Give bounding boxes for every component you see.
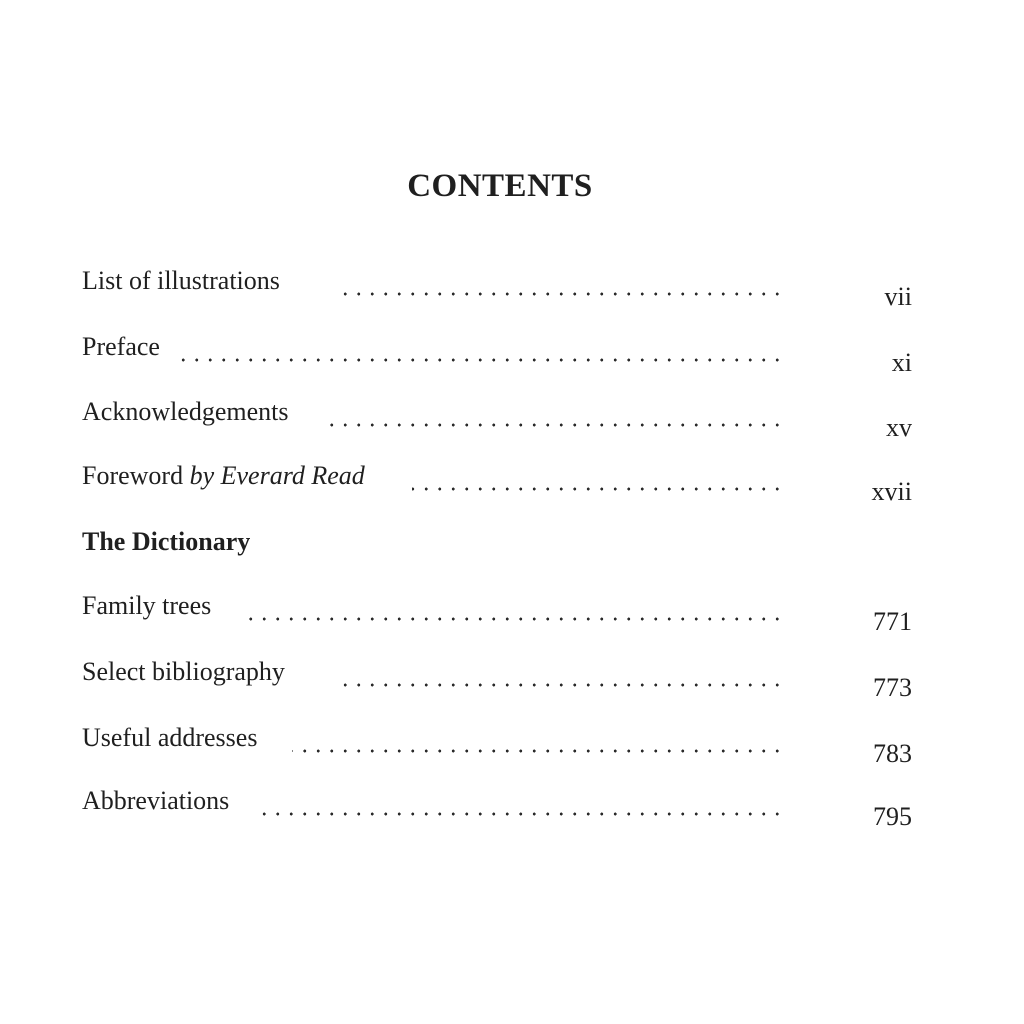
dot-leader xyxy=(412,487,784,491)
toc-entry-label: Preface xyxy=(82,332,160,361)
toc-entry-label xyxy=(82,461,365,491)
dot-leader xyxy=(292,749,784,753)
dot-leader xyxy=(336,683,784,687)
toc-page-number: 783 xyxy=(873,739,912,768)
toc-entry-label: Useful addresses xyxy=(82,723,258,752)
toc-page-number: xi xyxy=(891,348,912,377)
toc-entry-foreword[interactable] xyxy=(82,461,912,506)
toc-entry-acknowledgements[interactable] xyxy=(82,397,912,442)
dot-leader xyxy=(262,812,784,816)
toc-page-number: xvii xyxy=(871,477,912,506)
toc-page-number: vii xyxy=(884,282,912,311)
toc-page-number: xv xyxy=(886,413,912,442)
toc-entry-family-trees[interactable] xyxy=(82,591,912,636)
dot-leader xyxy=(340,292,784,296)
toc-entry-list-of-illustrations[interactable] xyxy=(82,266,912,311)
dot-leader xyxy=(174,358,784,362)
toc-entry-preface[interactable] xyxy=(82,332,912,377)
toc-page-number: 795 xyxy=(873,802,912,831)
toc-entry-label: Abbreviations xyxy=(82,786,230,815)
section-title: The Dictionary xyxy=(82,527,251,556)
toc-entry-byline: by Everard Read xyxy=(189,461,365,490)
toc-page-number: 773 xyxy=(873,673,912,702)
toc-entry-title: Foreword xyxy=(82,461,190,490)
toc-entry-label: Family trees xyxy=(82,591,212,620)
toc-entry-label: Select bibliography xyxy=(82,657,285,686)
toc-entry-label: List of illustrations xyxy=(82,266,280,295)
dot-leader xyxy=(248,617,784,621)
page-title: CONTENTS xyxy=(407,168,593,204)
toc-entry-label: Acknowledgements xyxy=(82,397,289,426)
toc-entry-abbreviations[interactable] xyxy=(82,786,912,831)
toc-entry-select-bibliography[interactable] xyxy=(82,657,912,702)
toc-entry-useful-addresses[interactable] xyxy=(82,723,912,768)
dot-leader xyxy=(326,423,784,427)
toc-page-number: 771 xyxy=(873,607,912,636)
